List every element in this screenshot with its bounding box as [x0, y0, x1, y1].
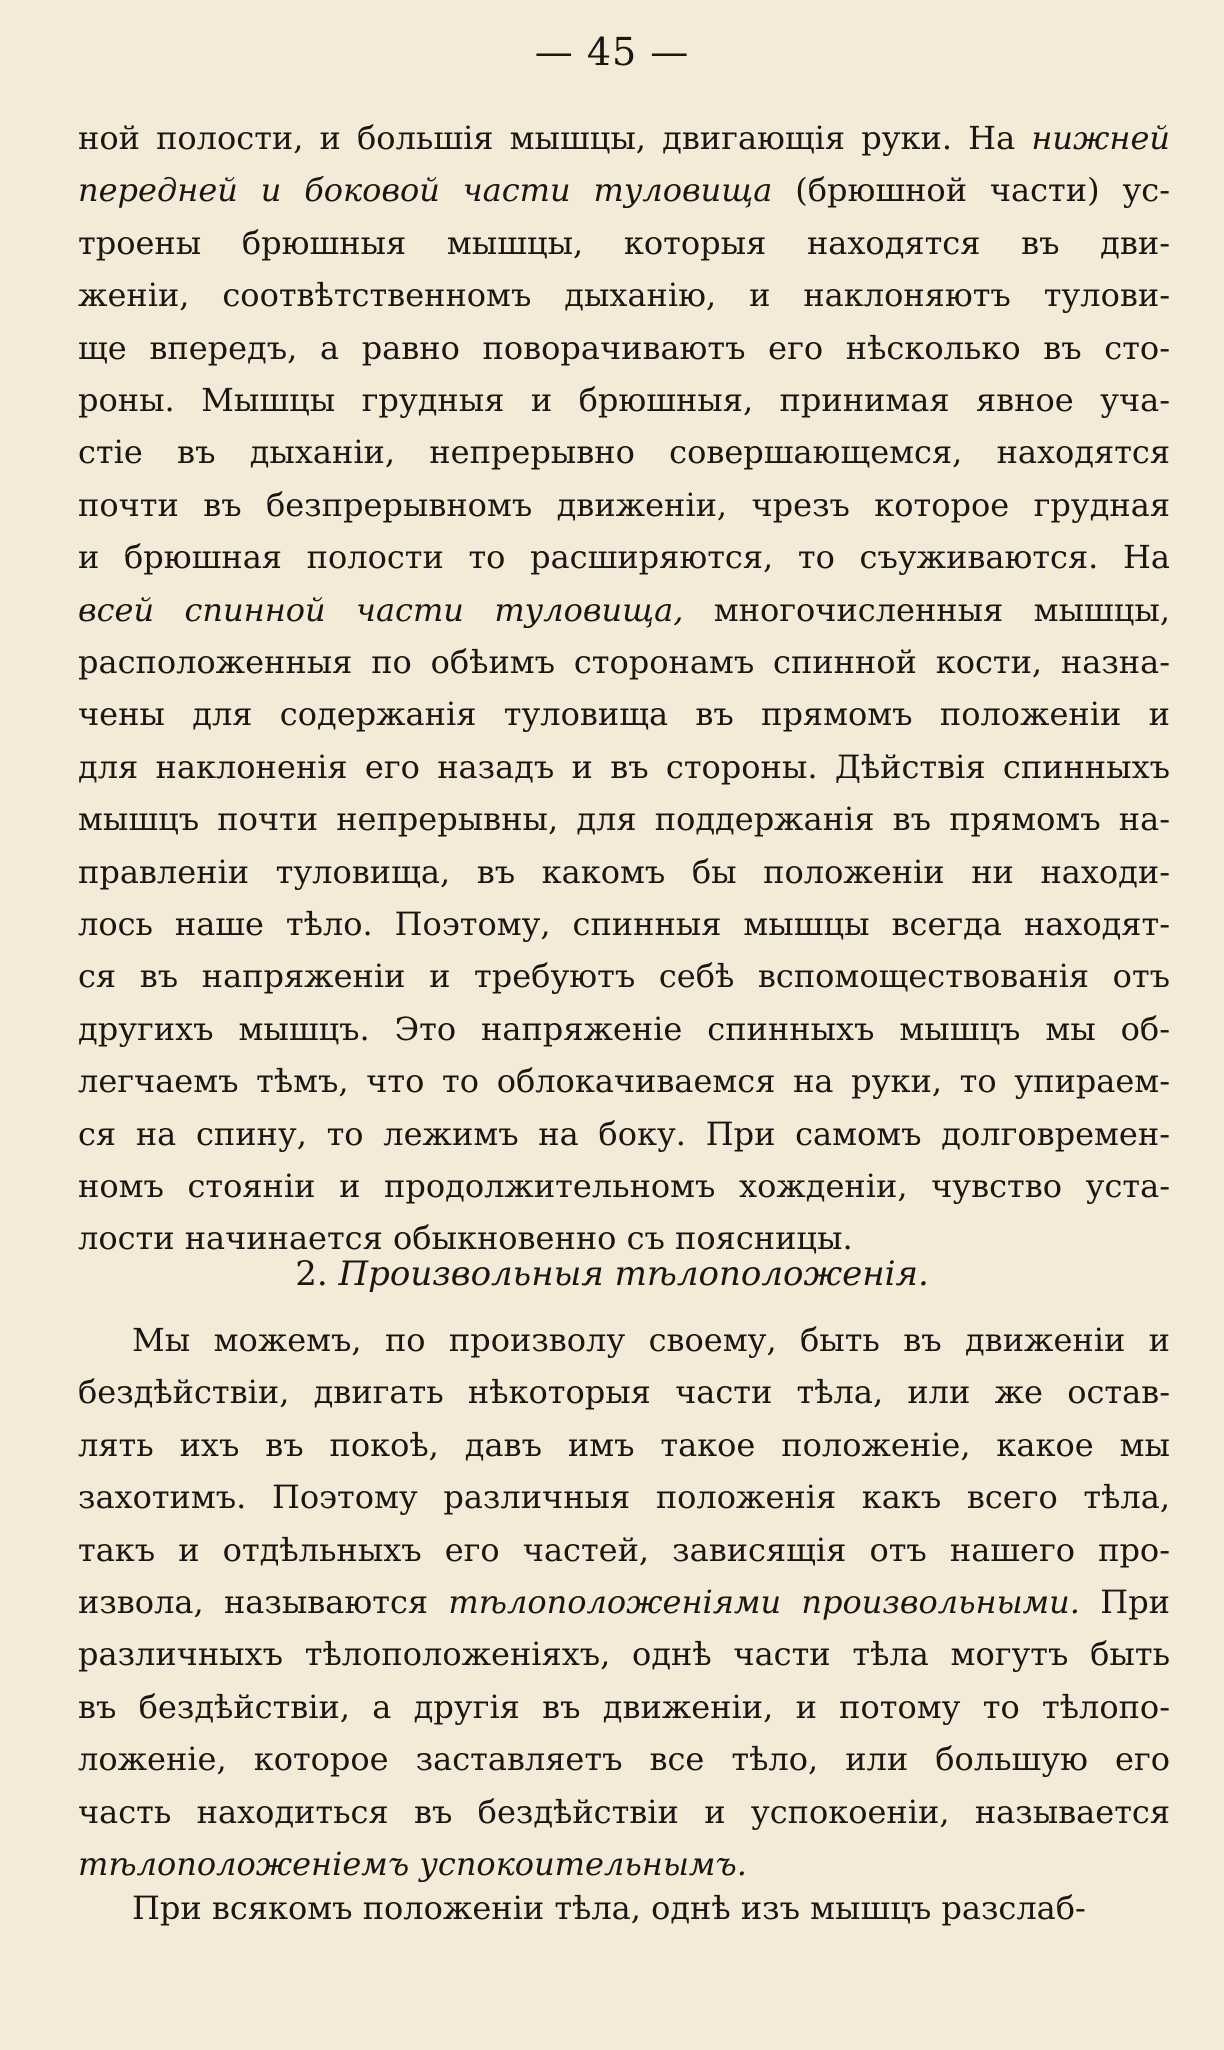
- italic-text-run: передней и боковой части туловища: [78, 171, 773, 210]
- text-line: [78, 275, 1170, 315]
- text-run: номъ стояніи и продолжительномъ хожденіи, чувство уста-: [78, 1167, 1170, 1205]
- text-run: бездѣйствіи, двигать нѣкоторыя части тѣла, или же остав-: [78, 1373, 1170, 1412]
- italic-text-run: тѣлоположеніемъ успокоительнымъ.: [78, 1845, 747, 1883]
- text-run: мышцъ почти непрерывны, для поддержанія въ прямомъ на-: [78, 800, 1170, 839]
- text-run: такъ и отдѣльныхъ его частей, зависящія отъ нашего про-: [78, 1530, 1170, 1569]
- text-line: [78, 1582, 1170, 1622]
- text-run: ще впередъ, а равно поворачиваютъ его нѣсколько въ сто-: [78, 328, 1170, 367]
- text-run: расположенныя по обѣимъ сторонамъ спинной кости, назна-: [78, 643, 1170, 681]
- text-run: легчаемъ тѣмъ, что то облокачиваемся на руки, то упираем-: [78, 1062, 1170, 1101]
- text-line: [78, 1218, 1170, 1258]
- text-line: [78, 485, 1170, 525]
- text-line: [78, 537, 1170, 577]
- italic-text-run: всей спинной части туловища,: [78, 590, 684, 629]
- text-line: [78, 432, 1170, 472]
- text-line: [78, 1477, 1170, 1517]
- text-run: При всякомъ положеніи тѣла, однѣ изъ мышцъ разслаб-: [132, 1889, 1086, 1927]
- text-line: [78, 380, 1170, 420]
- text-run: извола, называются: [78, 1583, 449, 1621]
- italic-text-run: тѣлоположеніями произвольными.: [448, 1583, 1080, 1621]
- text-line: [78, 852, 1170, 892]
- text-run: ной полости, и большія мышцы, двигающія руки. На: [78, 119, 1032, 157]
- text-run: лять ихъ въ покоѣ, давъ имъ такое положеніе, какое мы: [78, 1425, 1170, 1464]
- text-line: [78, 170, 1170, 210]
- text-run: многочисленныя мышцы,: [683, 590, 1171, 629]
- text-run: захотимъ. Поэтому различныя положенія какъ всего тѣла,: [78, 1478, 1170, 1517]
- text-run: почти въ безпрерывномъ движеніи, чрезъ которое грудная: [78, 485, 1170, 524]
- section-heading: [0, 1254, 1224, 1294]
- text-line: [78, 694, 1170, 734]
- text-run: часть находиться въ бездѣйствіи и успокоеніи, называется: [78, 1792, 1170, 1831]
- text-line: [78, 1425, 1170, 1465]
- text-run: ся на спину, то лежимъ на боку. При самомъ долговремен-: [78, 1114, 1170, 1153]
- text-run: троены брюшныя мышцы, которыя находятся въ дви-: [78, 223, 1170, 262]
- text-line: [78, 118, 1170, 158]
- text-line: [78, 328, 1170, 368]
- text-run: ся въ напряженіи и требуютъ себѣ вспомоществованія отъ: [78, 957, 1170, 996]
- text-run: различныхъ тѣлоположеніяхъ, однѣ части тѣла могутъ быть: [78, 1635, 1170, 1674]
- text-line: [78, 1009, 1170, 1049]
- section-heading-number: 2.: [295, 1254, 328, 1294]
- text-run: въ бездѣйствіи, а другія въ движеніи, и потому то тѣлопо-: [78, 1687, 1170, 1726]
- text-line: [78, 1634, 1170, 1674]
- text-run: правленіи туловища, въ какомъ бы положеніи ни находи-: [78, 852, 1170, 891]
- text-run: чены для содержанія туловища въ прямомъ положеніи и: [78, 695, 1170, 734]
- text-line: [78, 1114, 1170, 1154]
- text-line: [78, 1166, 1170, 1206]
- page-number: — 45 —: [534, 30, 690, 74]
- text-run: другихъ мышцъ. Это напряженіе спинныхъ мышцъ мы об-: [78, 1009, 1170, 1048]
- italic-text-run: нижней: [1031, 119, 1170, 157]
- text-line: [78, 956, 1170, 996]
- text-run: лости начинается обыкновенно съ поясницы.: [78, 1219, 853, 1258]
- text-line: [78, 1739, 1170, 1779]
- section-heading-title: Произвольныя тѣлоположенія.: [338, 1254, 929, 1294]
- text-line: [78, 223, 1170, 263]
- text-run: для наклоненія его назадъ и въ стороны. Дѣйствія спинныхъ: [78, 747, 1170, 786]
- text-line: [78, 747, 1170, 787]
- text-line: [78, 642, 1170, 682]
- text-line: [78, 590, 1170, 630]
- text-run: и брюшная полости то расширяются, то съуживаются. На: [78, 538, 1170, 577]
- text-line: [78, 1687, 1170, 1727]
- text-line: [132, 1888, 1170, 1928]
- text-line: [132, 1320, 1170, 1360]
- text-line: [78, 1372, 1170, 1412]
- text-run: Мы можемъ, по произволу своему, быть въ движеніи и: [132, 1321, 1170, 1359]
- text-run: ложеніе, которое заставляетъ все тѣло, или большую его: [78, 1740, 1170, 1779]
- text-line: [78, 1844, 1170, 1884]
- text-line: [78, 799, 1170, 839]
- text-line: [78, 904, 1170, 944]
- text-run: При: [1079, 1583, 1171, 1621]
- text-run: (брюшной части) ус-: [772, 171, 1171, 210]
- text-run: женіи, соотвѣтственномъ дыханію, и наклоняютъ тулови-: [78, 276, 1170, 315]
- text-line: [78, 1061, 1170, 1101]
- text-run: стіе въ дыханіи, непрерывно совершающемся, находятся: [78, 433, 1170, 472]
- text-run: роны. Мышцы грудныя и брюшныя, принимая явное уча-: [78, 381, 1170, 419]
- text-line: [78, 1530, 1170, 1570]
- text-line: [78, 1792, 1170, 1832]
- text-run: лось наше тѣло. Поэтому, спинныя мышцы всегда находят-: [78, 905, 1170, 943]
